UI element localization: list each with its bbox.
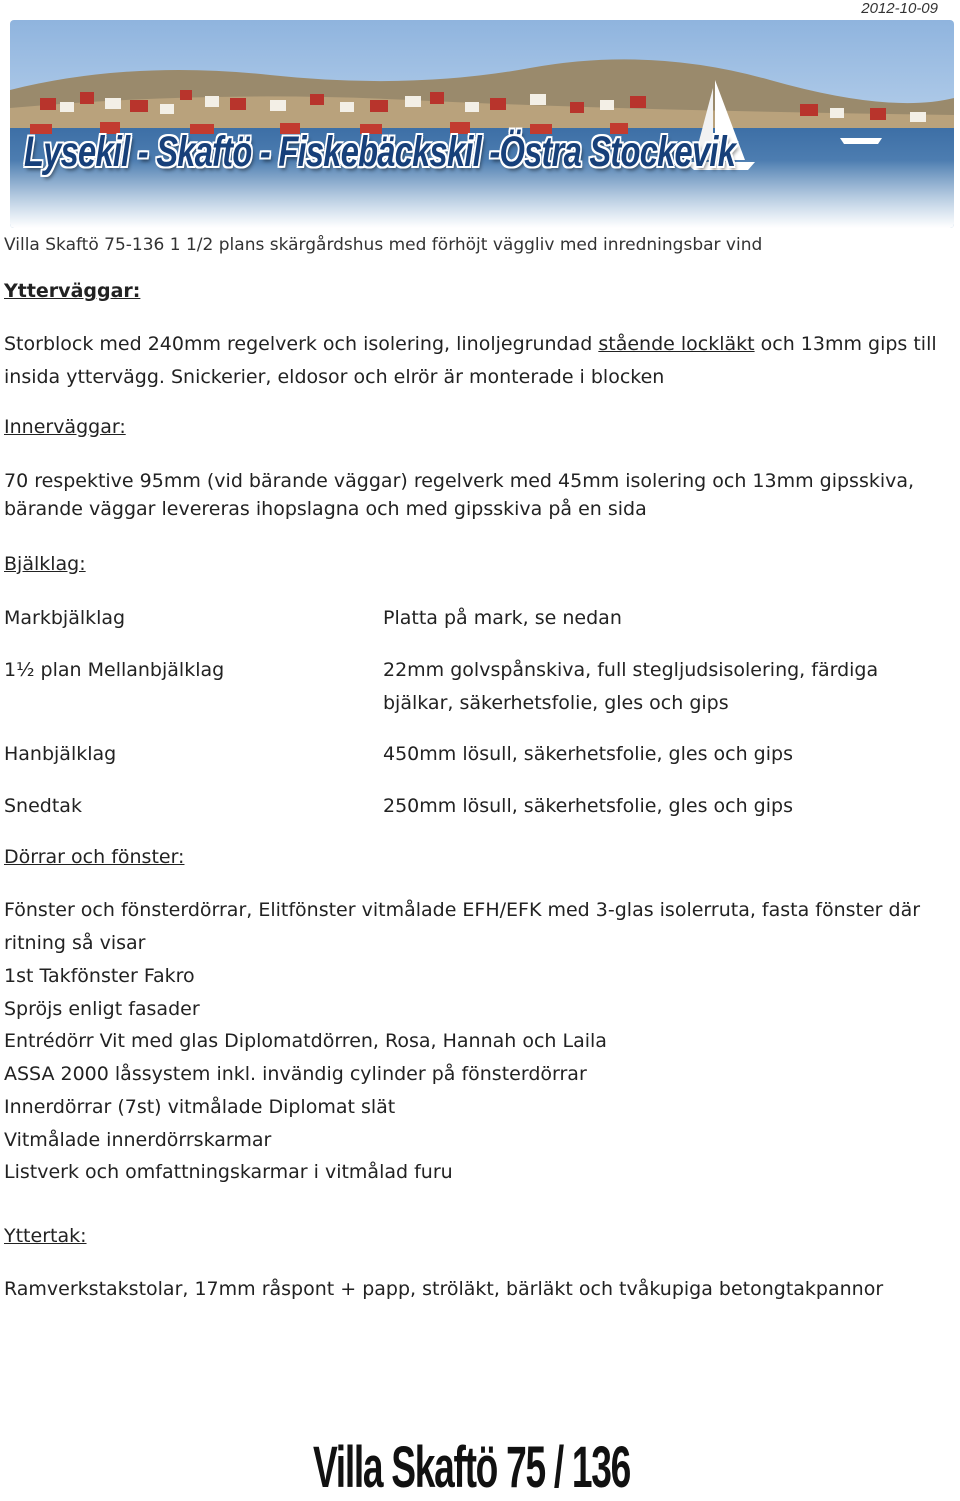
bjalklag-desc: bjälkar, säkerhetsfolie, gles och gips (383, 692, 729, 714)
dorrar-line: Innerdörrar (7st) vitmålade Diplomat slät (4, 1096, 396, 1118)
bjalklag-label: Hanbjälklag (4, 743, 117, 765)
footer-title: Villa Skaftö 75 / 136 (313, 1435, 631, 1500)
yttertak-heading: Yttertak: (4, 1225, 87, 1247)
dorrar-line: Entrédörr Vit med glas Diplomatdörren, Rosa, Hannah och Laila (4, 1030, 607, 1052)
ytterv-heading: Ytterväggar: (4, 280, 141, 302)
header-banner (10, 20, 954, 228)
bjalklag-label: 1½ plan Mellanbjälklag (4, 659, 225, 681)
banner-title: Lysekil - Skaftö - Fiskebäckskil -Östra Stockevik (24, 128, 736, 176)
bjalklag-desc: 22mm golvspånskiva, full stegljudsisolering, färdiga (383, 659, 879, 681)
ytterv-underlined-term: stående lockläkt (598, 333, 755, 355)
ytterv-line-1 (4, 328, 937, 361)
document-date: 2012-10-09 (861, 0, 938, 17)
bjalklag-label: Snedtak (4, 795, 82, 817)
intro-text: Villa Skaftö 75-136 1 1/2 plans skärgårdshus med förhöjt väggliv med inredningsbar vind (4, 235, 763, 255)
ytterv-text-b: och 13mm gips till (754, 333, 937, 355)
bjalklag-desc: Platta på mark, se nedan (383, 607, 622, 629)
dorrar-line: Listverk och omfattningskarmar i vitmålad furu (4, 1161, 453, 1183)
ytterv-line-2: insida yttervägg. Snickerier, eldosor och elrör är monterade i blocken (4, 366, 665, 388)
dorrar-line: Spröjs enligt fasader (4, 998, 200, 1020)
bjalklag-desc: 250mm lösull, säkerhetsfolie, gles och gips (383, 795, 793, 817)
dorrar-heading: Dörrar och fönster: (4, 846, 185, 868)
dorrar-line: Vitmålade innerdörrskarmar (4, 1129, 272, 1151)
harbor-photo (10, 20, 954, 228)
innerv-line-1: 70 respektive 95mm (vid bärande väggar) regelverk med 45mm isolering och 13mm gipsskiva, (4, 470, 915, 492)
dorrar-line: Fönster och fönsterdörrar, Elitfönster vitmålade EFH/EFK med 3-glas isolerruta, fasta fönster där (4, 899, 921, 921)
yttertak-line: Ramverkstakstolar, 17mm råspont + papp, ströläkt, bärläkt och tvåkupiga betongtakpannor (4, 1278, 884, 1300)
dorrar-line: 1st Takfönster Fakro (4, 965, 195, 987)
innerv-heading: Innerväggar: (4, 416, 126, 438)
innerv-line-2: bärande väggar levereras ihopslagna och med gipsskiva på en sida (4, 498, 647, 520)
dorrar-line: ASSA 2000 låssystem inkl. invändig cylinder på fönsterdörrar (4, 1063, 587, 1085)
ytterv-text-a: Storblock med 240mm regelverk och isolering, linoljegrundad (4, 333, 599, 355)
bjalklag-desc: 450mm lösull, säkerhetsfolie, gles och gips (383, 743, 793, 765)
dorrar-line: ritning så visar (4, 932, 146, 954)
bjalklag-heading: Bjälklag: (4, 553, 86, 575)
bjalklag-label: Markbjälklag (4, 607, 126, 629)
